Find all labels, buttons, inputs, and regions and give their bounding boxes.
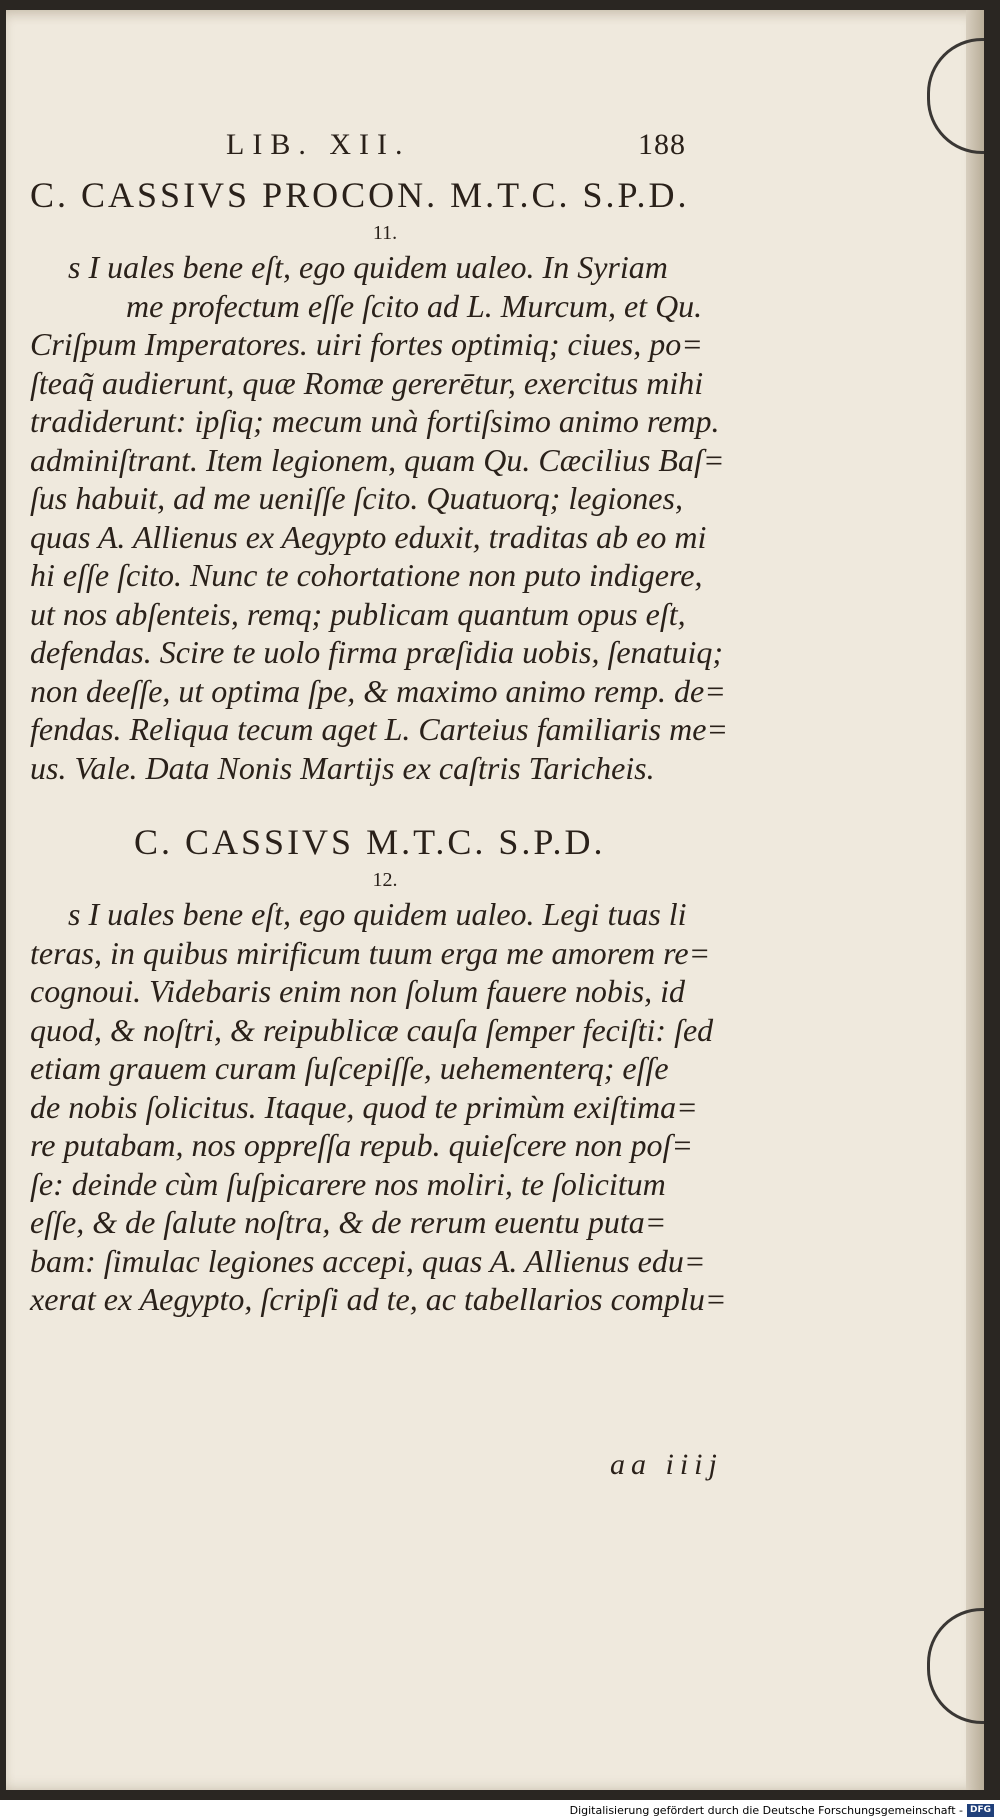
text-line: teras, in quibus mirificum tuum erga me amorem re= bbox=[30, 934, 711, 971]
text-line: re putabam, nos oppreſſa repub. quieſcere non poſ= bbox=[30, 1127, 693, 1163]
text-line: non deeſſe, ut optima ſpe, & maximo animo remp. de= bbox=[30, 672, 726, 709]
text-line: cognoui. Videbaris enim non ſolum fauere nobis, id bbox=[30, 973, 686, 1009]
letter-number: 12. bbox=[372, 869, 398, 891]
letter-number: 11. bbox=[372, 222, 398, 244]
text-line: adminiſtrant. Item legionem, quam Qu. Cæcilius Baſ= bbox=[30, 441, 725, 478]
text-line: ſe: deinde cùm ſuſpicarere nos moliri, te ſolicitum bbox=[30, 1165, 666, 1202]
text-line: hi eſſe ſcito. Nunc te cohortatione non puto indigere, bbox=[30, 557, 703, 593]
page-clip-bottom bbox=[927, 1608, 984, 1724]
catchword: aa iiij bbox=[610, 1448, 723, 1481]
text-line: us. Vale. Data Nonis Martijs ex caſtris Taricheis. bbox=[30, 749, 655, 786]
text-line: eſſe, & de ſalute noſtra, & de rerum euentu puta= bbox=[30, 1204, 667, 1240]
letter-12 bbox=[30, 821, 750, 1319]
page-clip-top bbox=[927, 38, 984, 154]
text-line: fendas. Reliqua tecum aget L. Carteius familiaris me= bbox=[30, 711, 728, 747]
text-line: de nobis ſolicitus. Itaque, quod te primùm exiſtima= bbox=[30, 1088, 698, 1125]
text-line: Criſpum Imperatores. uiri fortes optimiq; ciues, po= bbox=[30, 326, 703, 362]
text-line: ſus habuit, ad me ueniſſe ſcito. Quatuorq; legiones, bbox=[30, 480, 683, 516]
letter-body bbox=[30, 248, 750, 787]
text-line: ut nos abſenteis, remq; publicam quantum opus eſt, bbox=[30, 595, 686, 632]
digitization-credit: Digitalisierung gefördert durch die Deutsche Forschungsgemeinschaft - bbox=[569, 1803, 963, 1817]
text-line: s I uales bene eſt, ego quidem ualeo. In Syriam bbox=[68, 249, 668, 285]
text-line: quas A. Allienus ex Aegypto eduxit, traditas ab eo mi bbox=[30, 518, 707, 555]
letter-body bbox=[30, 895, 750, 1319]
text-line: s I uales bene eſt, ego quidem ualeo. Legi tuas li bbox=[68, 896, 687, 932]
page-edge bbox=[966, 10, 984, 1790]
letter-title: C. CASSIVS PROCON. M.T.C. S.P.D. bbox=[30, 175, 690, 215]
running-head bbox=[226, 128, 686, 168]
book-page bbox=[6, 10, 984, 1790]
digitization-credit-bar bbox=[0, 1800, 1000, 1820]
running-head-label: LIB. XII. bbox=[226, 128, 411, 161]
page-number: 188 bbox=[638, 128, 686, 161]
text-block bbox=[30, 128, 750, 1319]
text-line: tradiderunt: ipſiq; mecum unà fortiſsimo animo remp. bbox=[30, 403, 720, 439]
text-line: bam: ſimulac legiones accepi, quas A. Allienus edu= bbox=[30, 1242, 706, 1279]
letter-11 bbox=[30, 174, 750, 787]
text-line: xerat ex Aegypto, ſcripſi ad te, ac tabellarios complu= bbox=[30, 1281, 727, 1317]
text-line: defendas. Scire te uolo firma præſidia uobis, ſenatuiq; bbox=[30, 634, 723, 670]
text-line: etiam grauem curam ſuſcepiſſe, uehementerq; eſſe bbox=[30, 1050, 669, 1086]
text-line: me profectum eſſe ſcito ad L. Murcum, et Qu. bbox=[126, 287, 703, 324]
dfg-logo: DFG bbox=[967, 1804, 994, 1817]
text-line: ſteaq̃ audierunt, quæ Romæ gererētur, exercitus mihi bbox=[30, 364, 704, 401]
letter-title: C. CASSIVS M.T.C. S.P.D. bbox=[134, 822, 606, 862]
text-line: quod, & noſtri, & reipublicæ cauſa ſemper feciſti: ſed bbox=[30, 1011, 714, 1048]
